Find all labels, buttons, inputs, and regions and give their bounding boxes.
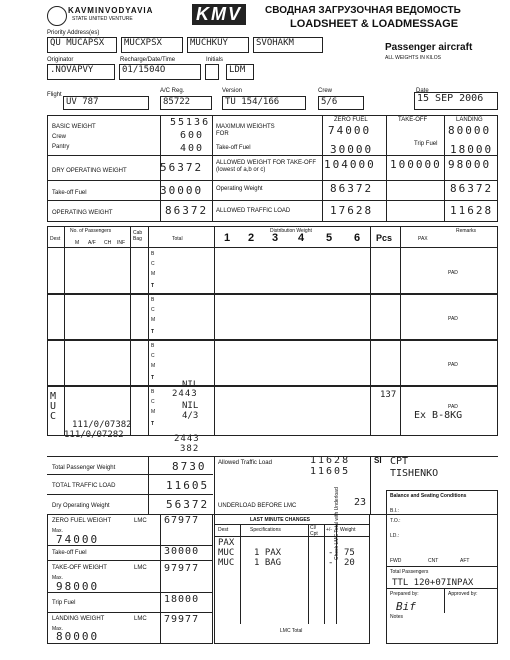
notes-label: Notes [390,614,404,620]
version-label: Version [222,88,243,94]
row-letter-c: C [151,399,155,405]
lmc-total-label: LMC Total [280,628,303,634]
dow-total-value: 56372 [166,498,210,511]
cab-bag-label: Cab Bag [133,230,143,242]
lmc-spec-label: Specifications [250,527,281,533]
flight-field: UV 787 [63,96,149,110]
dist-b-value: 2443 [172,389,198,399]
flight-label: Flight [47,92,62,98]
priority-addresses [47,37,337,53]
brand-name: KAVMINVODYAVIA [68,6,154,15]
trip-fuel-bottom-value: 18000 [164,594,200,605]
balance-title: Balance and Seating Conditions [390,493,467,499]
operating-weight-label: OPERATING WEIGHT [52,210,113,216]
balance-bi: B.I.: [390,508,399,514]
mid-takeoff-fuel-label: Take-off Fuel [216,145,251,151]
ldw-label: LANDING WEIGHT [52,616,105,622]
zfw-max-label: Max. [52,528,63,534]
allowed-traffic-right-value: 11628 [450,204,494,217]
date-label: Date [416,88,429,94]
zfw-max-value: 74000 [56,533,100,546]
remark-value: Ex B-8KG [414,410,463,421]
lmc-row-weight: 75 [344,548,355,558]
lmc-row-dest: MUC [218,548,235,558]
basic-weight-label: BASIC WEIGHT [52,124,96,130]
brand-subtitle: STATE UNITED VENTURE [72,16,133,22]
dest-block [48,248,497,295]
row-letter-c: C [151,307,155,313]
zfw-value: 67977 [164,515,200,526]
lmc-row-weight: 20 [344,558,355,568]
ldw-max-value: 80000 [56,630,100,643]
crew-weight-label: Crew [52,134,67,140]
lmc-row-dest: PAX [218,538,235,548]
pax-col-inf: INF [117,240,126,246]
zfw-label: ZERO FUEL WEIGHT [52,518,112,524]
initials-field [205,64,219,80]
ld-trip-value: 18000 [450,143,494,156]
lmc-row-spec: 1 BAG [254,558,282,568]
lmc-weight-label: Weight [340,527,356,533]
lmc-title: LAST MINUTE CHANGES [250,517,310,523]
balance-panel [386,490,498,644]
dist-weight-label: Distribution Weight [270,228,312,234]
pantry-value: 400 [180,143,205,154]
landing-col-label: LANDING [456,117,483,123]
takeoff-col-label: TAKE-OFF [398,117,428,123]
zfw-lmc-label: LMC [134,518,147,524]
zf-max-value: 74000 [328,124,372,137]
basic-weight-value: 55136 [170,117,211,128]
row-letter-b: B [151,389,155,395]
approved-by-label: Approved by: [448,591,478,597]
acreg-field: 85722 [160,96,212,110]
date-field: 15 SEP 2006 [414,92,498,110]
crew-field: 5/6 [318,96,364,110]
zf-allowed-value: 104000 [324,158,376,171]
row-letter-m: M [151,317,156,323]
operating-right-value: 86372 [450,182,494,195]
tow-max-value: 98000 [56,580,100,593]
to-allowed-value: 100000 [390,158,442,171]
takeoff-fuel-value: 30000 [160,184,204,197]
si-value: CPT TISHENKO [390,456,439,479]
pad-label: PAD [448,362,458,368]
total-c-value: 382 [180,444,200,454]
lmc-cl-label: Cl/ Cpt [310,525,318,537]
tow-label: TAKE-OFF WEIGHT [52,565,107,571]
ttl-label: TOTAL TRAFFIC LOAD [52,483,116,489]
crew-label: Crew [318,88,333,94]
dist-m-value: NIL [182,401,199,411]
pantry-label: Pantry [52,144,70,150]
row-letter-c: C [151,353,155,359]
pax-col-af: A/F [88,240,96,246]
total-col-label: Total [172,236,183,242]
row-letter-b: B [151,297,155,303]
row-letter-m: M [151,363,156,369]
row-letter-t: T [151,329,155,335]
dist-t-value: 4/3 [182,411,199,421]
lmc-row-pm: - [328,558,334,568]
row-letter-m: M [151,271,156,277]
address-field: MUCXPSX [121,37,183,53]
trip-fuel-bottom-label: Trip Fuel [52,600,76,606]
acreg-label: A/C Reg. [160,88,185,94]
balance-fwd: FWD [390,558,402,564]
total-pax-value: TTL 120+07INPAX [392,578,474,588]
subtitle: Passenger aircraft [385,42,473,53]
row-letter-t: T [151,421,155,427]
si-label: SI [374,456,382,465]
hold-4: 4 [298,232,305,244]
tof-label: Take-off Fuel [52,550,87,556]
hold-5: 5 [326,232,333,244]
address-field: MUCHKUY [187,37,249,53]
ld-allowed-value: 98000 [448,158,492,171]
dow-value: 56372 [160,161,204,174]
operating-weight-value: 86372 [165,204,209,217]
atl-value-2: 11605 [310,466,351,477]
allowed-takeoff-label: ALLOWED WEIGHT FOR TAKE-OFF (lowest of a,b or c) [216,160,317,173]
ldw-value: 79977 [164,614,200,625]
prepared-by-label: Prepared by: [390,591,419,597]
remarks-label: Remarks [456,228,477,234]
dest-value: MUC [50,391,57,422]
row-letter-b: B [151,343,155,349]
dow-total-label: Dry Operating Weight [52,503,110,509]
allowed-traffic-label: ALLOWED TRAFFIC LOAD [216,208,291,214]
version-field: TU 154/166 [222,96,306,110]
hold-1: 1 [224,232,231,244]
hold-3: 3 [272,232,279,244]
title-en: LOADSHEET & LOADMESSAGE [290,18,459,30]
dow-label: DRY OPERATING WEIGHT [52,168,127,174]
lmc-panel [214,514,370,644]
zf-fuel-value: 30000 [330,143,374,156]
brand-logo [47,6,67,26]
balance-cnt: CNT [428,558,439,564]
address-field: QU MUCAPSX [47,37,117,53]
total-pax-label: Total Passengers [390,569,429,575]
lmc-check-note: Check LMC Total with Underload [334,487,340,560]
tow-value: 97977 [164,563,200,574]
balance-aft: AFT [460,558,470,564]
ldw-lmc-label: LMC [134,616,147,622]
row-letter-t: T [151,375,155,381]
takeoff-fuel-label: Take-off Fuel [52,190,87,196]
balance-to: T.O.: [390,518,401,524]
row-letter-b: B [151,251,155,257]
dest-block [48,294,497,341]
trip-fuel-label: Trip Fuel [414,141,438,147]
priority-address-label: Priority Address(es) [47,30,100,36]
allowed-traffic-value: 17628 [330,204,374,217]
subnote: ALL WEIGHTS IN KILOS [385,55,441,61]
pax-line-value: 111/0/07382 [72,420,132,430]
lmc-row-dest: MUC [218,558,235,568]
tpw-value: 8730 [172,460,207,473]
pad-label: PAD [448,404,458,410]
pax-total-value: 111/0/07282 [64,430,124,440]
balance-ld: LD.: [390,533,400,539]
title-ru: СВОДНАЯ ЗАГРУЗОЧНАЯ ВЕДОМОСТЬ [265,5,461,16]
pax-col-m: M [75,240,80,246]
initials-label: Initials [206,57,224,63]
tof-value: 30000 [164,546,200,557]
total-b-value: 2443 [174,434,200,444]
dest-block [48,340,497,387]
recharge-label: Recharge/Date/Time [120,57,176,63]
tow-lmc-label: LMC [134,565,147,571]
address-field: SVOHAKM [253,37,323,53]
dist-c-value: NIL [182,380,199,390]
max-weights-label: MAXIMUM WEIGHTS FOR [216,124,275,137]
mid-operating-label: Operating Weight [216,186,263,192]
originator-field: .NOVAPVY [47,64,115,80]
pax-col-ch: CH [104,240,112,246]
underload-label: UNDERLOAD BEFORE LMC [218,503,297,509]
ldm-field: LDM [226,64,254,80]
hold-2: 2 [248,232,255,244]
pad-label: PAD [448,270,458,276]
kmv-logo: KMV [192,4,246,25]
atl-value: 11628 [310,455,351,466]
row-letter-c: C [151,261,155,267]
recharge-field: 01/1504O [119,64,201,80]
operating-col-value: 86372 [330,182,374,195]
dest-col-label: Dest [50,236,61,242]
lmc-row-pm: - [328,548,334,558]
crew-weight-value: 600 [180,130,205,141]
hold-6: 6 [354,232,361,244]
ld-max-value: 80000 [448,124,492,137]
signature: Bif [396,600,416,613]
pcs-value: 137 [380,390,397,400]
pcs-label: Pcs [376,233,393,243]
originator-label: Originator [47,57,74,63]
lmc-dest-label: Dest [218,527,229,533]
ldw-max-label: Max. [52,626,63,632]
tow-max-label: Max. [52,575,63,581]
underload-value: 23 [354,497,367,508]
pax-col-label: No. of Passengers [70,228,112,234]
row-letter-t: T [151,283,155,289]
lmc-pm-label: +/- [326,527,332,533]
lmc-row-spec: 1 PAX [254,548,282,558]
tpw-label: Total Passenger Weight [52,465,116,471]
pad-label: PAD [448,316,458,322]
row-letter-m: M [151,409,156,415]
atl-label: Allowed Traffic Load [218,460,272,466]
ttl-value: 11605 [166,479,210,492]
zero-fuel-label: ZERO FUEL [334,117,368,123]
pax-remark-label: PAX [418,236,428,242]
